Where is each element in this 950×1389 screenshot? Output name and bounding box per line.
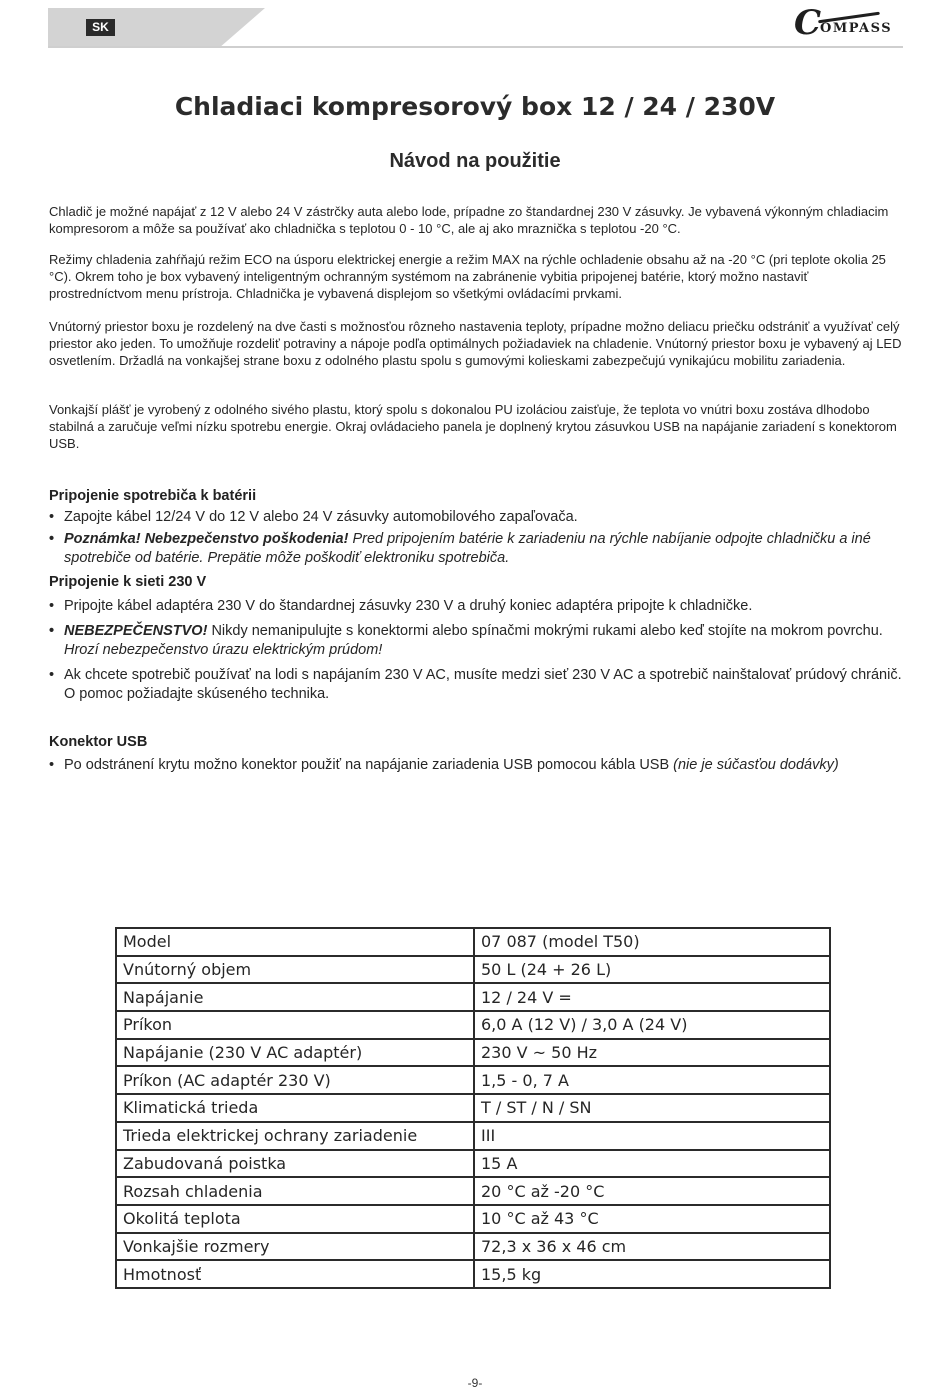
warning-label: Poznámka! Nebezpečenstvo poškodenia! (64, 531, 349, 547)
usb-connector-section (49, 733, 909, 775)
spec-value: 20 °C až -20 °C (474, 1177, 830, 1205)
list-item (49, 756, 909, 775)
spec-row (116, 1150, 830, 1178)
warning-list-item (49, 530, 909, 568)
spec-label: Model (116, 928, 474, 956)
section-heading: Konektor USB (49, 734, 148, 750)
battery-connection-section (49, 487, 909, 568)
spec-value: 6,0 A (12 V) / 3,0 A (24 V) (474, 1011, 830, 1039)
logo-initial: C (794, 3, 822, 43)
spec-label: Rozsah chladenia (116, 1177, 474, 1205)
page-header (48, 0, 903, 50)
spec-value: 07 087 (model T50) (474, 928, 830, 956)
section-heading: Pripojenie k sieti 230 V (49, 574, 207, 590)
spec-label: Vnútorný objem (116, 956, 474, 984)
spec-row (116, 1260, 830, 1288)
warning-text: Pred pripojením batérie k zariadeniu na rýchle nabíjanie odpojte chladničku a iné spotrebiče od batérie. Prepätie môže poškodiť elektroniku spotrebiča. (64, 531, 871, 566)
spec-value: 1,5 - 0, 7 A (474, 1066, 830, 1094)
spec-value: 15,5 kg (474, 1260, 830, 1288)
spec-value: III (474, 1122, 830, 1150)
danger-warning-text: Hrozí nebezpečenstvo úrazu elektrickým prúdom! (64, 642, 383, 658)
language-tab (48, 8, 220, 48)
spec-label: Napájanie (116, 983, 474, 1011)
page-title: Chladiaci kompresorový box 12 / 24 / 230V (174, 92, 776, 121)
specifications-table (115, 927, 831, 1289)
list-item-note: (nie je súčasťou dodávky) (669, 757, 839, 773)
cooling-modes-paragraph: Režimy chladenia zahŕňajú režim ECO na úsporu elektrickej energie a režim MAX na rýchle ochladenie obsahu až na -20 °C (pri teplote okolia 25 °C). Okrem toho je box vybavený inteligentným ochranným systémom na zabránenie vybitia pripojenej batérie, ktorý možno nastaviť prostredníctvom menu prístroja. Chladnička je vybavená displejom so všetkými ovládacími prvkami. (49, 252, 886, 301)
list-item-text: Zapojte kábel 12/24 V do 12 V alebo 24 V zásuvky automobilového zapaľovača. (64, 509, 578, 525)
list-item-text: Pripojte kábel adaptéra 230 V do štandardnej zásuvky 230 V a druhý koniec adaptéra pripojte k chladničke. (64, 598, 753, 614)
spec-row (116, 1094, 830, 1122)
spec-label: Vonkajšie rozmery (116, 1233, 474, 1261)
list-item (49, 597, 909, 616)
interior-paragraph: Vnútorný priestor boxu je rozdelený na dve časti s možnosťou rôzneho nastavenia teploty, prípadne možno deliacu priečku odstrániť a využívať celý priestor ako jeden. To umožňuje rozdeliť potraviny a nápoje podľa optimálnych požiadaviek na chladenie. Vnútorný priestor boxu je vybavený aj LED osvetlením. Držadlá na vonkajšej strane boxu z odolného plastu spolu s gumovými kolieskami zabezpečujú vynikajúcu mobilitu zariadenia. (49, 319, 902, 368)
spec-row (116, 1039, 830, 1067)
section-heading: Pripojenie spotrebiča k batérii (49, 488, 257, 504)
spec-value: 50 L (24 + 26 L) (474, 956, 830, 984)
spec-label: Klimatická trieda (116, 1094, 474, 1122)
mains-connection-section (49, 573, 909, 704)
spec-label: Napájanie (230 V AC adaptér) (116, 1039, 474, 1067)
danger-list-item (49, 622, 909, 660)
spec-value: 72,3 x 36 x 46 cm (474, 1233, 830, 1261)
spec-row (116, 1177, 830, 1205)
list-item (49, 666, 909, 704)
danger-label: NEBEZPEČENSTVO! (64, 623, 208, 639)
spec-row (116, 983, 830, 1011)
language-badge: SK (86, 19, 115, 36)
compass-logo (794, 4, 904, 42)
spec-value: 12 / 24 V = (474, 983, 830, 1011)
page-number: -9- (467, 1376, 483, 1389)
list-item (49, 508, 909, 527)
spec-value: T / ST / N / SN (474, 1094, 830, 1122)
language-tab-slope (219, 8, 265, 48)
header-rule (48, 46, 903, 48)
spec-value: 15 A (474, 1150, 830, 1178)
spec-value: 230 V ~ 50 Hz (474, 1039, 830, 1067)
spec-label: Okolitá teplota (116, 1205, 474, 1233)
list-item-text: Ak chcete spotrebič používať na lodi s napájaním 230 V AC, musíte medzi sieť 230 V AC a spotrebič nainštalovať prúdový chránič. O pomoc požiadajte skúseného technika. (64, 667, 902, 702)
spec-label: Príkon (116, 1011, 474, 1039)
spec-label: Príkon (AC adaptér 230 V) (116, 1066, 474, 1094)
page-subtitle: Návod na použitie (389, 150, 561, 172)
spec-row (116, 956, 830, 984)
spec-row (116, 1233, 830, 1261)
spec-label: Hmotnosť (116, 1260, 474, 1288)
spec-label: Trieda elektrickej ochrany zariadenie (116, 1122, 474, 1150)
spec-row (116, 928, 830, 956)
spec-label: Zabudovaná poistka (116, 1150, 474, 1178)
logo-wordmark: OMPASS (820, 21, 893, 36)
spec-row (116, 1011, 830, 1039)
list-item-text: Po odstránení krytu možno konektor použiť na napájanie zariadenia USB pomocou kábla USB (64, 757, 670, 773)
exterior-paragraph: Vonkajší plášť je vyrobený z odolného sivého plastu, ktorý spolu s dokonalou PU izoláciou zaisťuje, že teplota vo vnútri boxu zostáva dlhodobo stabilná a zaručuje veľmi nízku spotrebu energie. Okraj ovládacieho panela je doplnený krytou zásuvkou USB na napájanie zariadení s konektorom USB. (49, 402, 897, 451)
danger-text: Nikdy nemanipulujte s konektormi alebo spínačmi mokrými rukami alebo keď stojíte na mokrom povrchu. (207, 623, 883, 639)
spec-row (116, 1122, 830, 1150)
spec-row (116, 1066, 830, 1094)
intro-paragraph: Chladič je možné napájať z 12 V alebo 24 V zástrčky auta alebo lode, prípadne zo štandardnej 230 V zásuvky. Je vybavená výkonným chladiacim kompresorom a môže sa používať ako chladnička s teplotou 0 - 10 °C, ale aj ako mraznička s teplotou -20 °C. (49, 204, 889, 236)
spec-value: 10 °C až 43 °C (474, 1205, 830, 1233)
spec-row (116, 1205, 830, 1233)
